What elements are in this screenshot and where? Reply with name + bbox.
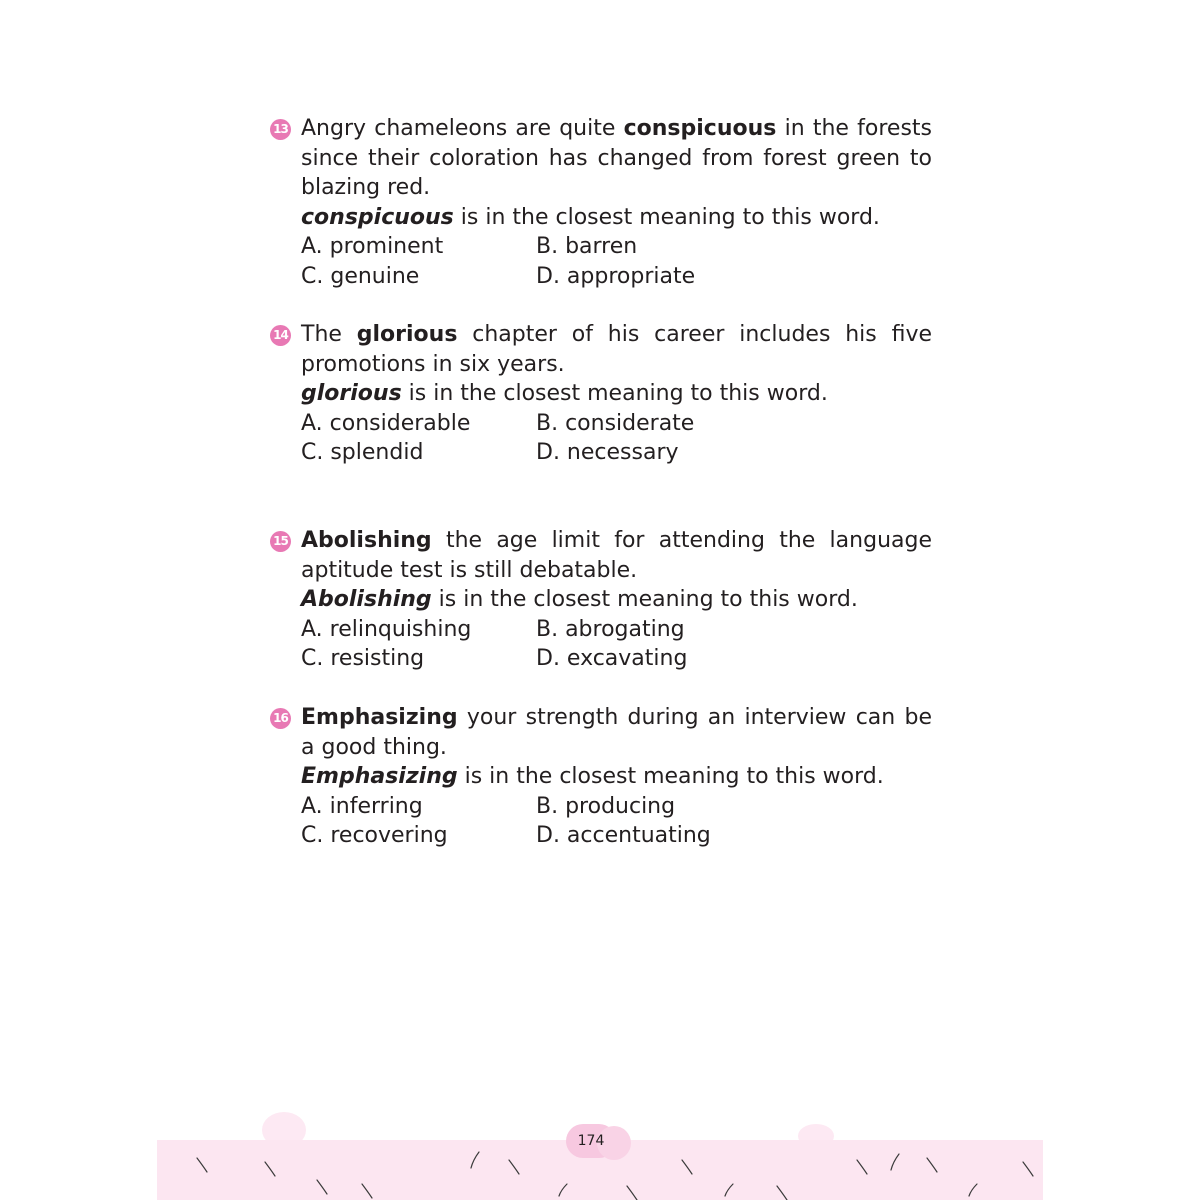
question-13 — [270, 114, 932, 291]
question-number-badge: 14 — [270, 325, 291, 346]
option-d: D. accentuating — [536, 823, 711, 848]
prompt-text: is in the closest meaning to this word. — [453, 204, 880, 230]
option-a: A. relinquishing — [301, 616, 472, 642]
stem-text-after: your strength during an interview can be a good thing. — [301, 705, 932, 760]
target-word: Abolishing — [301, 528, 432, 553]
question-prompt — [301, 379, 932, 409]
question-stem — [301, 114, 932, 203]
option-a: A. considerable — [301, 410, 471, 436]
stem-text-before: Angry chameleons are quite — [301, 116, 624, 141]
answer-options — [301, 615, 932, 674]
option-b: B. abrogating — [536, 616, 685, 642]
option-a: A. inferring — [301, 793, 423, 819]
option-b: B. barren — [536, 234, 638, 259]
option-d: D. excavating — [536, 646, 688, 671]
option-c: C. recovering — [301, 823, 448, 848]
option-b: B. producing — [536, 793, 676, 819]
question-prompt — [301, 585, 932, 615]
question-prompt — [301, 203, 932, 233]
option-b: B. considerate — [536, 410, 695, 436]
answer-options — [301, 409, 932, 468]
question-prompt — [301, 762, 932, 792]
question-14 — [270, 320, 932, 468]
answer-options — [301, 792, 932, 851]
prompt-word: Abolishing — [301, 587, 432, 612]
question-stem — [301, 526, 932, 585]
question-16 — [270, 703, 932, 851]
target-word: conspicuous — [623, 116, 777, 141]
prompt-text: is in the closest meaning to this word. — [401, 381, 828, 406]
prompt-word: Emphasizing — [301, 764, 458, 789]
stem-text-after: in the forests since their coloration has changed from forest green to blazing red. — [301, 116, 932, 200]
question-stem — [301, 703, 932, 762]
option-d: D. necessary — [536, 440, 679, 465]
option-c: C. genuine — [301, 263, 420, 289]
question-number-badge: 16 — [270, 708, 291, 729]
question-number-badge: 13 — [270, 119, 291, 140]
stem-text-after: chapter of his career includes his five promotions in six years. — [301, 322, 932, 377]
target-word: glorious — [356, 322, 458, 347]
prompt-text: is in the closest meaning to this word. — [431, 587, 858, 612]
option-c: C. resisting — [301, 646, 425, 671]
stem-text-after: the age limit for attending the language aptitude test is still debatable. — [301, 528, 932, 583]
option-a: A. prominent — [301, 234, 444, 259]
page-number: 174 — [577, 1133, 605, 1149]
stem-text-before: The — [301, 322, 357, 347]
option-c: C. splendid — [301, 440, 424, 465]
answer-options — [301, 232, 932, 291]
prompt-text: is in the closest meaning to this word. — [457, 764, 884, 789]
question-15 — [270, 526, 932, 674]
prompt-word: conspicuous — [301, 204, 454, 230]
question-number-badge: 15 — [270, 531, 291, 552]
option-d: D. appropriate — [536, 263, 696, 289]
prompt-word: glorious — [301, 381, 402, 406]
question-stem — [301, 320, 932, 379]
target-word: Emphasizing — [301, 705, 458, 730]
